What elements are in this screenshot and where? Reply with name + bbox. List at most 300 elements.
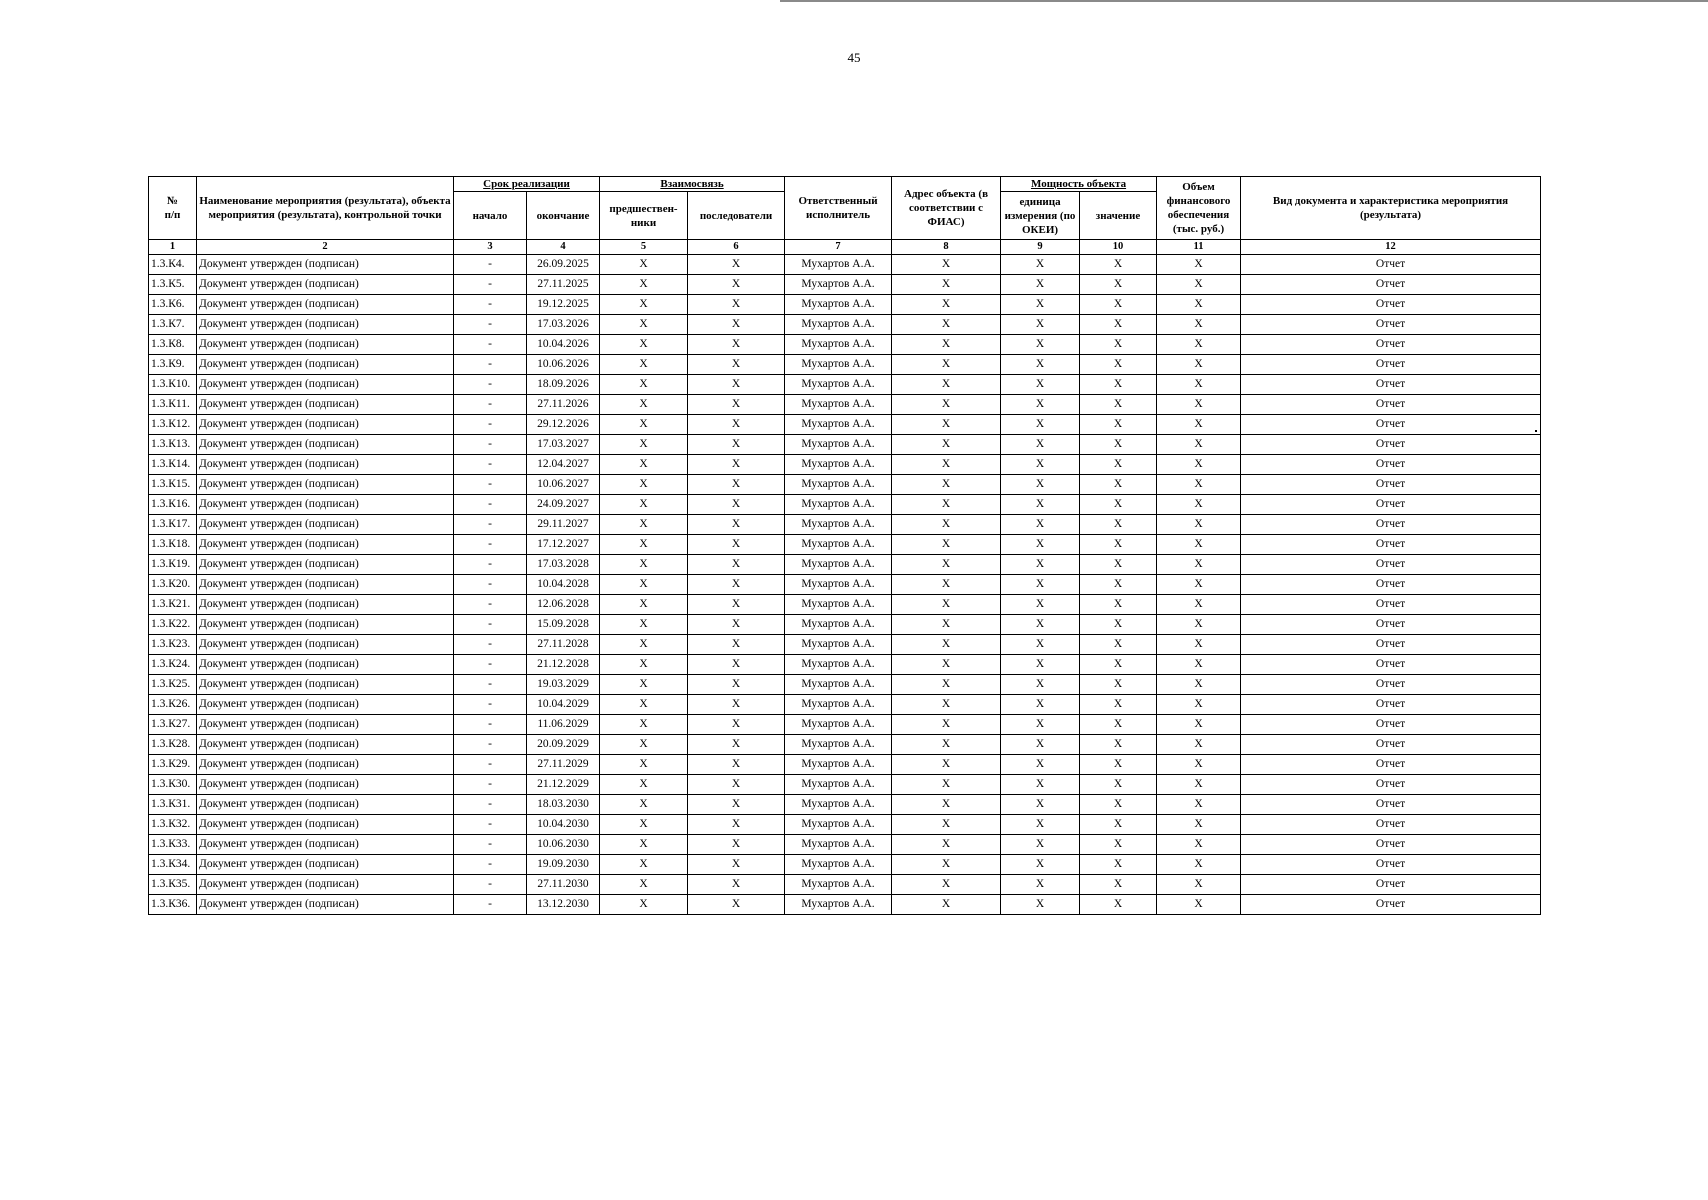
row-unit: X <box>1001 635 1080 655</box>
row-volume: X <box>1157 595 1241 615</box>
row-start: - <box>454 835 527 855</box>
row-successors: X <box>688 635 785 655</box>
row-value: X <box>1080 875 1157 895</box>
row-address: X <box>892 455 1001 475</box>
row-address: X <box>892 675 1001 695</box>
row-responsible: Мухартов А.А. <box>785 595 892 615</box>
row-value: X <box>1080 695 1157 715</box>
row-start: - <box>454 515 527 535</box>
row-unit: X <box>1001 835 1080 855</box>
row-responsible: Мухартов А.А. <box>785 495 892 515</box>
row-predecessors: X <box>600 295 688 315</box>
row-number: 1.3.К24. <box>149 655 197 675</box>
header-address: Адрес объекта (в соответствии с ФИАС) <box>892 177 1001 240</box>
row-value: X <box>1080 895 1157 915</box>
row-volume: X <box>1157 795 1241 815</box>
row-address: X <box>892 295 1001 315</box>
row-responsible: Мухартов А.А. <box>785 435 892 455</box>
row-address: X <box>892 715 1001 735</box>
row-successors: X <box>688 455 785 475</box>
row-unit: X <box>1001 715 1080 735</box>
row-number: 1.3.К10. <box>149 375 197 395</box>
row-number: 1.3.К6. <box>149 295 197 315</box>
row-address: X <box>892 815 1001 835</box>
row-unit: X <box>1001 615 1080 635</box>
row-end: 20.09.2029 <box>527 735 600 755</box>
column-number: 5 <box>600 240 688 255</box>
row-volume: X <box>1157 775 1241 795</box>
row-doc: Отчет <box>1241 615 1541 635</box>
row-value: X <box>1080 415 1157 435</box>
row-number: 1.3.К28. <box>149 735 197 755</box>
row-name: Документ утвержден (подписан) <box>197 455 454 475</box>
row-responsible: Мухартов А.А. <box>785 615 892 635</box>
row-volume: X <box>1157 435 1241 455</box>
column-number: 7 <box>785 240 892 255</box>
table-row <box>149 675 1541 695</box>
row-responsible: Мухартов А.А. <box>785 295 892 315</box>
table-row <box>149 855 1541 875</box>
row-name: Документ утвержден (подписан) <box>197 815 454 835</box>
row-unit: X <box>1001 395 1080 415</box>
column-number: 10 <box>1080 240 1157 255</box>
row-responsible: Мухартов А.А. <box>785 335 892 355</box>
row-volume: X <box>1157 295 1241 315</box>
row-unit: X <box>1001 755 1080 775</box>
header-value: значение <box>1080 192 1157 240</box>
row-successors: X <box>688 275 785 295</box>
row-successors: X <box>688 875 785 895</box>
row-responsible: Мухартов А.А. <box>785 395 892 415</box>
row-volume: X <box>1157 695 1241 715</box>
row-end: 29.12.2026 <box>527 415 600 435</box>
table-row <box>149 295 1541 315</box>
row-address: X <box>892 855 1001 875</box>
row-predecessors: X <box>600 255 688 275</box>
row-end: 10.04.2028 <box>527 575 600 595</box>
row-responsible: Мухартов А.А. <box>785 855 892 875</box>
row-successors: X <box>688 335 785 355</box>
row-address: X <box>892 255 1001 275</box>
row-unit: X <box>1001 775 1080 795</box>
row-start: - <box>454 475 527 495</box>
row-name: Документ утвержден (подписан) <box>197 575 454 595</box>
row-end: 21.12.2028 <box>527 655 600 675</box>
row-responsible: Мухартов А.А. <box>785 275 892 295</box>
row-start: - <box>454 695 527 715</box>
row-doc: Отчет <box>1241 455 1541 475</box>
row-predecessors: X <box>600 855 688 875</box>
row-number: 1.3.К35. <box>149 875 197 895</box>
table-row <box>149 495 1541 515</box>
table-row <box>149 395 1541 415</box>
row-name: Документ утвержден (подписан) <box>197 635 454 655</box>
table-row <box>149 615 1541 635</box>
row-name: Документ утвержден (подписан) <box>197 795 454 815</box>
row-predecessors: X <box>600 815 688 835</box>
row-name: Документ утвержден (подписан) <box>197 895 454 915</box>
row-predecessors: X <box>600 735 688 755</box>
row-doc: Отчет <box>1241 415 1541 435</box>
row-predecessors: X <box>600 455 688 475</box>
table-row <box>149 355 1541 375</box>
row-address: X <box>892 595 1001 615</box>
column-number: 3 <box>454 240 527 255</box>
row-doc: Отчет <box>1241 495 1541 515</box>
row-name: Документ утвержден (подписан) <box>197 315 454 335</box>
table-row <box>149 815 1541 835</box>
row-address: X <box>892 795 1001 815</box>
row-responsible: Мухартов А.А. <box>785 795 892 815</box>
row-end: 10.06.2026 <box>527 355 600 375</box>
row-successors: X <box>688 535 785 555</box>
row-volume: X <box>1157 255 1241 275</box>
row-value: X <box>1080 755 1157 775</box>
row-doc: Отчет <box>1241 355 1541 375</box>
row-responsible: Мухартов А.А. <box>785 895 892 915</box>
row-responsible: Мухартов А.А. <box>785 455 892 475</box>
row-successors: X <box>688 835 785 855</box>
table-row <box>149 875 1541 895</box>
row-unit: X <box>1001 515 1080 535</box>
table-row <box>149 895 1541 915</box>
row-address: X <box>892 355 1001 375</box>
table-row <box>149 715 1541 735</box>
table-row <box>149 835 1541 855</box>
row-value: X <box>1080 315 1157 335</box>
row-unit: X <box>1001 575 1080 595</box>
row-unit: X <box>1001 555 1080 575</box>
row-value: X <box>1080 335 1157 355</box>
column-number: 1 <box>149 240 197 255</box>
row-successors: X <box>688 615 785 635</box>
row-doc: Отчет <box>1241 535 1541 555</box>
row-end: 19.09.2030 <box>527 855 600 875</box>
row-successors: X <box>688 415 785 435</box>
row-value: X <box>1080 435 1157 455</box>
row-number: 1.3.К34. <box>149 855 197 875</box>
row-start: - <box>454 275 527 295</box>
row-end: 10.06.2030 <box>527 835 600 855</box>
row-number: 1.3.К15. <box>149 475 197 495</box>
row-value: X <box>1080 675 1157 695</box>
column-number: 9 <box>1001 240 1080 255</box>
row-doc: Отчет <box>1241 595 1541 615</box>
row-successors: X <box>688 675 785 695</box>
row-predecessors: X <box>600 755 688 775</box>
row-unit: X <box>1001 435 1080 455</box>
row-start: - <box>454 755 527 775</box>
row-responsible: Мухартов А.А. <box>785 415 892 435</box>
header-end: окончание <box>527 192 600 240</box>
row-doc: Отчет <box>1241 395 1541 415</box>
row-name: Документ утвержден (подписан) <box>197 675 454 695</box>
scan-edge-line <box>780 0 1708 2</box>
row-value: X <box>1080 655 1157 675</box>
column-number: 12 <box>1241 240 1541 255</box>
row-end: 11.06.2029 <box>527 715 600 735</box>
row-volume: X <box>1157 495 1241 515</box>
row-volume: X <box>1157 375 1241 395</box>
row-doc: Отчет <box>1241 275 1541 295</box>
header-name: Наименование мероприятия (результата), объекта мероприятия (результата), контрольной точки <box>197 177 454 240</box>
row-address: X <box>892 575 1001 595</box>
row-start: - <box>454 535 527 555</box>
header-predecessors: предшествен-ники <box>600 192 688 240</box>
row-doc: Отчет <box>1241 775 1541 795</box>
row-address: X <box>892 695 1001 715</box>
row-end: 10.06.2027 <box>527 475 600 495</box>
row-start: - <box>454 495 527 515</box>
row-successors: X <box>688 495 785 515</box>
row-value: X <box>1080 475 1157 495</box>
row-end: 29.11.2027 <box>527 515 600 535</box>
row-value: X <box>1080 275 1157 295</box>
row-start: - <box>454 815 527 835</box>
row-successors: X <box>688 395 785 415</box>
row-end: 10.04.2026 <box>527 335 600 355</box>
row-doc: Отчет <box>1241 695 1541 715</box>
row-predecessors: X <box>600 355 688 375</box>
table-row <box>149 335 1541 355</box>
row-number: 1.3.К21. <box>149 595 197 615</box>
table-row <box>149 535 1541 555</box>
row-successors: X <box>688 775 785 795</box>
row-successors: X <box>688 795 785 815</box>
row-volume: X <box>1157 315 1241 335</box>
row-end: 13.12.2030 <box>527 895 600 915</box>
row-address: X <box>892 515 1001 535</box>
row-volume: X <box>1157 415 1241 435</box>
row-value: X <box>1080 395 1157 415</box>
row-successors: X <box>688 695 785 715</box>
table-row <box>149 775 1541 795</box>
row-successors: X <box>688 515 785 535</box>
row-responsible: Мухартов А.А. <box>785 715 892 735</box>
row-end: 18.09.2026 <box>527 375 600 395</box>
row-number: 1.3.К13. <box>149 435 197 455</box>
row-end: 27.11.2030 <box>527 875 600 895</box>
row-start: - <box>454 595 527 615</box>
row-predecessors: X <box>600 615 688 635</box>
row-address: X <box>892 615 1001 635</box>
row-successors: X <box>688 735 785 755</box>
row-end: 19.03.2029 <box>527 675 600 695</box>
row-value: X <box>1080 575 1157 595</box>
row-start: - <box>454 875 527 895</box>
row-address: X <box>892 775 1001 795</box>
row-responsible: Мухартов А.А. <box>785 735 892 755</box>
row-predecessors: X <box>600 415 688 435</box>
header-volume: Объем финансового обеспечения (тыс. руб.) <box>1157 177 1241 240</box>
row-number: 1.3.К36. <box>149 895 197 915</box>
row-doc: Отчет <box>1241 855 1541 875</box>
row-end: 21.12.2029 <box>527 775 600 795</box>
row-end: 19.12.2025 <box>527 295 600 315</box>
row-responsible: Мухартов А.А. <box>785 675 892 695</box>
header-successors: последователи <box>688 192 785 240</box>
row-volume: X <box>1157 715 1241 735</box>
table-row <box>149 515 1541 535</box>
table-body <box>149 255 1541 915</box>
row-responsible: Мухартов А.А. <box>785 815 892 835</box>
row-unit: X <box>1001 695 1080 715</box>
row-unit: X <box>1001 795 1080 815</box>
row-successors: X <box>688 555 785 575</box>
row-name: Документ утвержден (подписан) <box>197 615 454 635</box>
row-name: Документ утвержден (подписан) <box>197 375 454 395</box>
table-row <box>149 655 1541 675</box>
table-row <box>149 255 1541 275</box>
row-end: 27.11.2029 <box>527 755 600 775</box>
row-predecessors: X <box>600 715 688 735</box>
row-name: Документ утвержден (подписан) <box>197 255 454 275</box>
row-name: Документ утвержден (подписан) <box>197 535 454 555</box>
row-address: X <box>892 895 1001 915</box>
row-number: 1.3.К26. <box>149 695 197 715</box>
row-address: X <box>892 835 1001 855</box>
plan-table <box>148 176 1541 915</box>
row-address: X <box>892 415 1001 435</box>
row-address: X <box>892 535 1001 555</box>
row-unit: X <box>1001 595 1080 615</box>
row-responsible: Мухартов А.А. <box>785 635 892 655</box>
row-name: Документ утвержден (подписан) <box>197 395 454 415</box>
table-row <box>149 555 1541 575</box>
row-unit: X <box>1001 335 1080 355</box>
row-name: Документ утвержден (подписан) <box>197 715 454 735</box>
row-start: - <box>454 775 527 795</box>
row-end: 26.09.2025 <box>527 255 600 275</box>
table-row <box>149 315 1541 335</box>
row-number: 1.3.К31. <box>149 795 197 815</box>
row-successors: X <box>688 475 785 495</box>
row-responsible: Мухартов А.А. <box>785 655 892 675</box>
row-value: X <box>1080 595 1157 615</box>
row-end: 27.11.2028 <box>527 635 600 655</box>
row-start: - <box>454 295 527 315</box>
row-doc: Отчет <box>1241 435 1541 455</box>
row-successors: X <box>688 355 785 375</box>
header-group-link: Взаимосвязь <box>600 177 785 192</box>
row-end: 12.04.2027 <box>527 455 600 475</box>
row-end: 17.03.2026 <box>527 315 600 335</box>
row-doc: Отчет <box>1241 895 1541 915</box>
row-number: 1.3.К7. <box>149 315 197 335</box>
row-unit: X <box>1001 855 1080 875</box>
row-start: - <box>454 715 527 735</box>
row-start: - <box>454 415 527 435</box>
row-predecessors: X <box>600 675 688 695</box>
row-volume: X <box>1157 875 1241 895</box>
row-unit: X <box>1001 875 1080 895</box>
row-number: 1.3.К17. <box>149 515 197 535</box>
row-address: X <box>892 375 1001 395</box>
row-responsible: Мухартов А.А. <box>785 835 892 855</box>
row-volume: X <box>1157 355 1241 375</box>
row-number: 1.3.К12. <box>149 415 197 435</box>
row-volume: X <box>1157 395 1241 415</box>
row-start: - <box>454 435 527 455</box>
row-predecessors: X <box>600 635 688 655</box>
table-row <box>149 455 1541 475</box>
row-number: 1.3.К4. <box>149 255 197 275</box>
row-unit: X <box>1001 895 1080 915</box>
row-volume: X <box>1157 835 1241 855</box>
row-name: Документ утвержден (подписан) <box>197 855 454 875</box>
row-unit: X <box>1001 655 1080 675</box>
row-value: X <box>1080 835 1157 855</box>
row-address: X <box>892 275 1001 295</box>
row-start: - <box>454 895 527 915</box>
row-unit: X <box>1001 455 1080 475</box>
row-start: - <box>454 795 527 815</box>
row-doc: Отчет <box>1241 315 1541 335</box>
row-predecessors: X <box>600 555 688 575</box>
row-value: X <box>1080 355 1157 375</box>
row-predecessors: X <box>600 795 688 815</box>
row-unit: X <box>1001 735 1080 755</box>
header-group-term: Срок реализации <box>454 177 600 192</box>
row-successors: X <box>688 715 785 735</box>
row-predecessors: X <box>600 275 688 295</box>
row-responsible: Мухартов А.А. <box>785 475 892 495</box>
row-name: Документ утвержден (подписан) <box>197 655 454 675</box>
row-doc: Отчет <box>1241 715 1541 735</box>
row-predecessors: X <box>600 515 688 535</box>
row-name: Документ утвержден (подписан) <box>197 875 454 895</box>
header-num: № п/п <box>149 177 197 240</box>
row-doc: Отчет <box>1241 735 1541 755</box>
row-value: X <box>1080 715 1157 735</box>
header-group-power: Мощность объекта <box>1001 177 1157 192</box>
row-volume: X <box>1157 275 1241 295</box>
row-doc: Отчет <box>1241 875 1541 895</box>
row-responsible: Мухартов А.А. <box>785 535 892 555</box>
row-successors: X <box>688 435 785 455</box>
row-address: X <box>892 495 1001 515</box>
row-value: X <box>1080 795 1157 815</box>
row-unit: X <box>1001 375 1080 395</box>
row-name: Документ утвержден (подписан) <box>197 475 454 495</box>
row-doc: Отчет <box>1241 555 1541 575</box>
row-unit: X <box>1001 255 1080 275</box>
row-responsible: Мухартов А.А. <box>785 575 892 595</box>
row-doc: Отчет <box>1241 835 1541 855</box>
row-doc: Отчет <box>1241 635 1541 655</box>
row-responsible: Мухартов А.А. <box>785 515 892 535</box>
row-unit: X <box>1001 475 1080 495</box>
row-name: Документ утвержден (подписан) <box>197 515 454 535</box>
row-number: 1.3.К27. <box>149 715 197 735</box>
row-value: X <box>1080 855 1157 875</box>
row-value: X <box>1080 515 1157 535</box>
table-row <box>149 475 1541 495</box>
row-number: 1.3.К23. <box>149 635 197 655</box>
row-start: - <box>454 335 527 355</box>
row-end: 10.04.2030 <box>527 815 600 835</box>
table-row <box>149 275 1541 295</box>
row-number: 1.3.К5. <box>149 275 197 295</box>
row-successors: X <box>688 655 785 675</box>
row-name: Документ утвержден (подписан) <box>197 495 454 515</box>
row-volume: X <box>1157 655 1241 675</box>
row-doc: Отчет <box>1241 515 1541 535</box>
row-address: X <box>892 755 1001 775</box>
row-doc: Отчет <box>1241 575 1541 595</box>
table-row <box>149 795 1541 815</box>
row-predecessors: X <box>600 375 688 395</box>
